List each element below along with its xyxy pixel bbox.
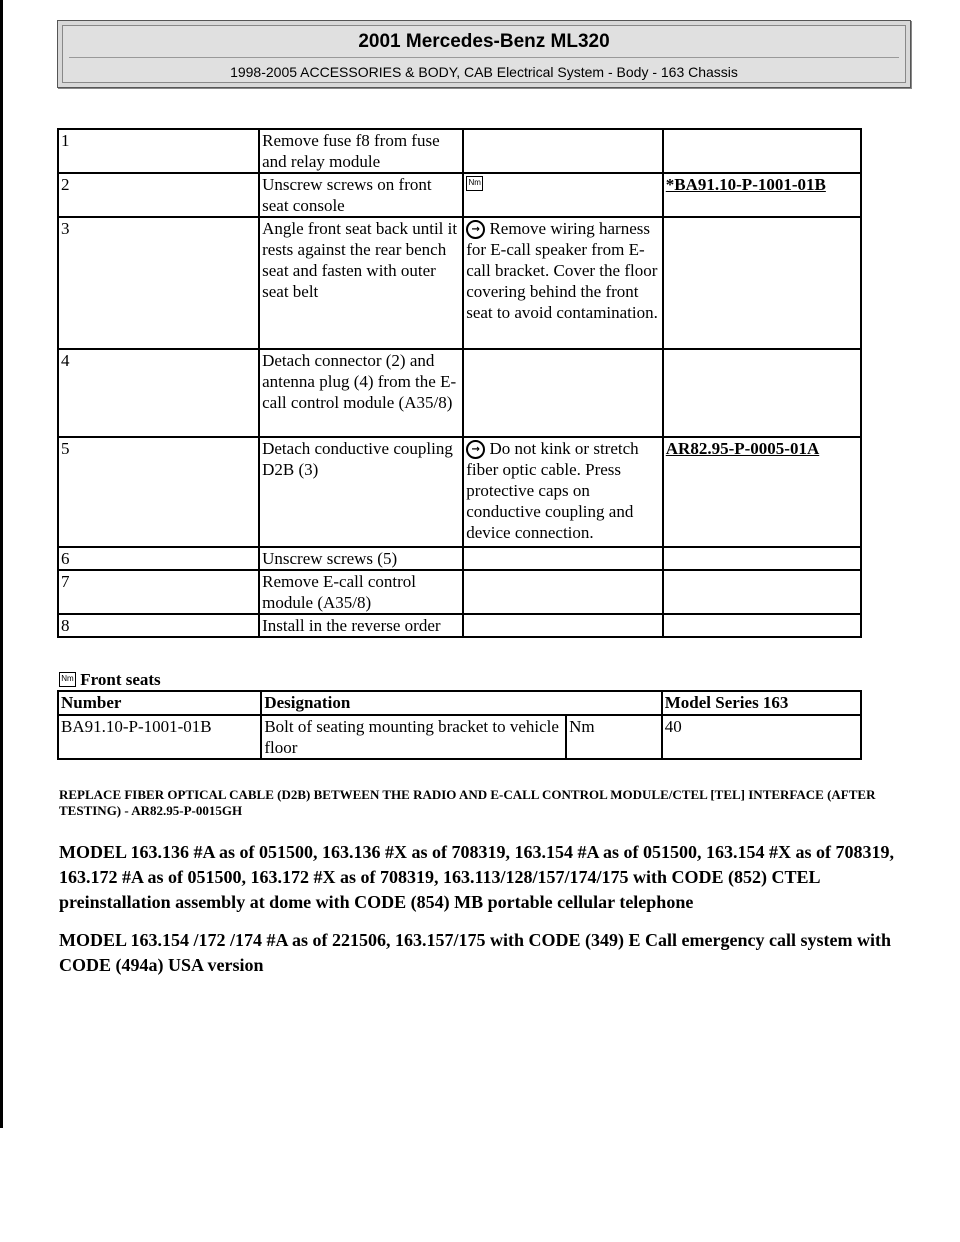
step-note [463,173,663,217]
header-panel [62,25,906,83]
step-reference [663,547,861,570]
step-number: 5 [58,437,259,547]
step-action: Remove E-call control module (A35/8) [259,570,463,614]
table-row [58,437,861,547]
step-note [463,570,663,614]
page-left-border [0,0,3,1128]
note-icon: → [466,220,485,239]
step-reference [663,614,861,637]
step-action: Unscrew screws (5) [259,547,463,570]
step-note [463,349,663,437]
header-subtitle: 1998-2005 ACCESSORIES & BODY, CAB Electrical System - Body - 163 Chassis [230,64,738,80]
step-reference[interactable] [663,173,861,217]
step-note [463,217,663,349]
spec-value: 40 [662,715,861,759]
step-number: 3 [58,217,259,349]
step-reference [663,217,861,349]
step-reference [663,349,861,437]
step-note [463,129,663,173]
step-note-text: Remove wiring harness for E-call speaker from E-call bracket. Cover the floor covering behind the front seat to avoid contamination. [466,219,658,322]
step-number: 7 [58,570,259,614]
section-title: REPLACE FIBER OPTICAL CABLE (D2B) BETWEEN THE RADIO AND E-CALL CONTROL MODULE/CTEL [TEL] INTERFACE (AFTER TESTING) - AR82.95-P-0015GH [59,787,876,818]
model-applicability-2: MODEL 163.154 /172 /174 #A as of 221506, 163.157/175 with CODE (349) E Call emergency call system with CODE (494a) USA version [59,930,891,975]
step-reference [663,570,861,614]
column-header-model: Model Series 163 [662,691,861,715]
reference-link[interactable]: *BA91.10-P-1001-01B [665,175,826,194]
step-action: Angle front seat back until it rests against the rear bench seat and fasten with outer seat belt [259,217,463,349]
table-row [58,173,861,217]
front-seats-title: Front seats [80,670,161,689]
front-seats-heading [59,670,161,690]
step-action: Install in the reverse order [259,614,463,637]
header-divider [69,57,899,58]
step-action: Unscrew screws on front seat console [259,173,463,217]
reference-link[interactable]: AR82.95-P-0005-01A [665,439,820,458]
step-note [463,614,663,637]
step-number: 8 [58,614,259,637]
table-header-row [58,691,861,715]
step-action: Detach connector (2) and antenna plug (4) from the E-call control module (A35/8) [259,349,463,437]
spec-unit: Nm [566,715,662,759]
table-row [58,547,861,570]
step-number: 4 [58,349,259,437]
table-row [58,217,861,349]
table-row [58,349,861,437]
step-action: Remove fuse f8 from fuse and relay module [259,129,463,173]
column-header-designation: Designation [261,691,661,715]
step-reference [663,129,861,173]
step-action: Detach conductive coupling D2B (3) [259,437,463,547]
step-note [463,547,663,570]
torque-nm-icon: Nm [466,176,483,191]
table-row [58,614,861,637]
page-header [57,20,911,88]
table-row [58,129,861,173]
torque-spec-table [57,690,862,760]
step-note-text: Do not kink or stretch fiber optic cable. Press protective caps on conductive coupling and device connection. [466,439,639,542]
step-note [463,437,663,547]
spec-number: BA91.10-P-1001-01B [58,715,261,759]
table-row [58,715,861,759]
note-icon: → [466,440,485,459]
torque-nm-icon: Nm [59,672,76,687]
spec-designation: Bolt of seating mounting bracket to vehicle floor [261,715,566,759]
header-title: 2001 Mercedes-Benz ML320 [358,31,610,52]
step-number: 6 [58,547,259,570]
table-row [58,570,861,614]
step-number: 1 [58,129,259,173]
column-header-number: Number [58,691,261,715]
step-reference[interactable] [663,437,861,547]
procedure-steps-table [57,128,862,638]
step-number: 2 [58,173,259,217]
model-applicability-1: MODEL 163.136 #A as of 051500, 163.136 #X as of 708319, 163.154 #A as of 051500, 163.154 #X as of 708319, 163.172 #A as of 051500, 163.172 #X as of 708319, 163.113/128/157/174/175 with CODE (852) CTEL preinstallation assembly at dome with CODE (854) MB portable cellular telephone [59,842,895,912]
